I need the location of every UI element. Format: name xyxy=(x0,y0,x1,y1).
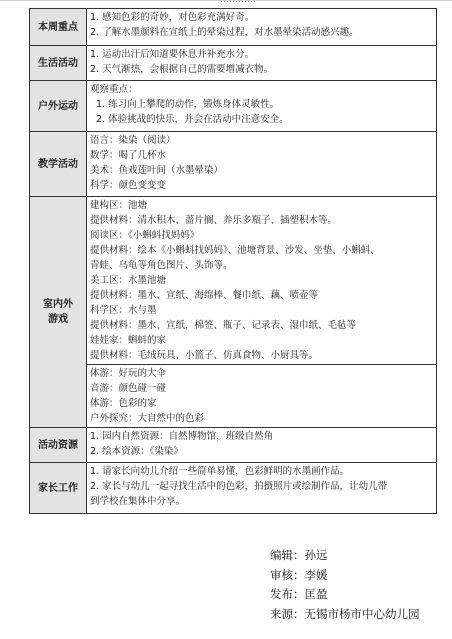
label-focus: 本周重点 xyxy=(30,9,87,46)
outdoor-line-1: 观察重点： xyxy=(90,84,138,95)
row-life xyxy=(30,46,437,81)
content-focus xyxy=(87,9,437,46)
label-teaching: 教学活动 xyxy=(30,132,87,197)
content-parents xyxy=(87,463,437,514)
row-parents xyxy=(30,463,437,514)
row-outdoor xyxy=(30,81,437,132)
label-play-line-1: 室内外 xyxy=(43,299,73,310)
label-parents: 家长工作 xyxy=(30,463,87,514)
play-outdoor-line-4: 户外探究：大自然中的色彩 xyxy=(90,413,205,424)
focus-line-2: 2. 了解水墨颜料在宣纸上的晕染过程，对水墨晕染活动感兴趣。 xyxy=(90,27,359,38)
focus-line-1: 1. 感知色彩的奇妙，对色彩充满好奇。 xyxy=(90,12,255,23)
content-teaching xyxy=(87,132,437,197)
play-outdoor-line-2: 音游：颜色碰一碰 xyxy=(90,383,167,394)
label-outdoor: 户外运动 xyxy=(30,81,87,132)
play-indoor-line-5: 青蛙、乌龟等角色图片、头饰等。 xyxy=(90,260,233,271)
parents-line-2: 2. 家长与幼儿一起寻找生活中的色彩，拍摄照片或绘制作品，让幼儿带 xyxy=(90,481,388,492)
content-outdoor xyxy=(87,81,437,132)
row-play-outdoor xyxy=(30,365,437,428)
footer-editor: 编辑：孙远 xyxy=(270,548,328,562)
row-focus xyxy=(30,9,437,46)
parents-line-3: 到学校在集体中分享。 xyxy=(90,496,186,507)
footer-credits xyxy=(270,546,420,624)
play-indoor-line-2: 提供材料：清水积木、蔷片搁、养乐多瓶子、插塑积木等。 xyxy=(90,215,338,226)
play-indoor-line-6: 美工区：水墨池塘 xyxy=(90,275,167,286)
footer-publisher: 发布：匡盈 xyxy=(270,587,328,601)
play-indoor-line-7: 提供材料：墨水、宣纸、海绵棒、餐巾纸、藕、喷壶等 xyxy=(90,290,319,301)
play-outdoor-line-1: 体游：好玩的大伞 xyxy=(90,368,167,379)
teaching-line-4: 科学：颜色变变变 xyxy=(90,180,167,191)
life-line-2: 2. 天气渐热，会根据自己的需要增减衣物。 xyxy=(90,64,274,75)
label-play xyxy=(30,197,87,428)
footer-reviewer: 审核：李媛 xyxy=(270,567,328,582)
resources-line-2: 2. 绘本资源：《染染》 xyxy=(90,446,183,457)
play-outdoor-line-3: 体游：色彩的家 xyxy=(90,398,157,409)
play-indoor-line-9: 提供材料：墨水、宣纸，棉签、瓶子、记录表、湿巾纸、毛毡等 xyxy=(90,320,357,331)
header-fragment-text: ………… xyxy=(220,0,256,5)
label-play-line-2: 游戏 xyxy=(48,314,68,325)
row-resources xyxy=(30,428,437,463)
play-indoor-line-10: 娃娃家：蝌蚪的家 xyxy=(90,335,167,346)
row-teaching xyxy=(30,132,437,197)
life-line-1: 1. 运动出汗后知道要休息并补充水分。 xyxy=(90,49,255,60)
play-indoor-line-8: 科学区：水与墨 xyxy=(90,305,157,316)
outdoor-line-2: 1. 练习向上攀爬的动作，锻炼身体灵敏性。 xyxy=(96,99,280,110)
outdoor-line-3: 2. 体验挑战的快乐，并会在活动中注意安全。 xyxy=(96,114,289,125)
row-play-indoor xyxy=(30,197,437,365)
parents-line-1: 1. 请家长向幼儿介绍一些简单易懂，色彩鲜明的水墨画作品。 xyxy=(90,466,350,477)
teaching-line-3: 美术：鱼戏莲叶间（水墨晕染） xyxy=(90,165,224,176)
footer-source: 来源：无锡市杨市中心幼儿园 xyxy=(270,606,420,621)
play-indoor-line-3: 阅读区：《小蝌蚪找妈妈》 xyxy=(90,230,200,241)
play-indoor-line-11: 提供材料：毛绒玩具、小篮子、仿真食物、小厨具等。 xyxy=(90,350,319,361)
content-play-outdoor xyxy=(87,365,437,428)
content-resources xyxy=(87,428,437,463)
weekly-plan-table xyxy=(29,8,437,514)
content-play-indoor xyxy=(87,197,437,365)
teaching-line-1: 语言：染染（阅读） xyxy=(90,135,176,146)
content-life xyxy=(87,46,437,81)
play-indoor-line-4: 提供材料：绘本《小蝌蚪找妈妈》、池塘背景、沙发、坐垫、小蝌蚪、 xyxy=(90,245,380,256)
play-indoor-line-1: 建构区：池塘 xyxy=(90,200,148,211)
label-life: 生活活动 xyxy=(30,46,87,81)
resources-line-1: 1. 园内自然资源：自然博物馆，班级自然角 xyxy=(90,431,274,442)
label-resources: 活动资源 xyxy=(30,428,87,463)
teaching-line-2: 数学：喝了几杯水 xyxy=(90,150,167,161)
